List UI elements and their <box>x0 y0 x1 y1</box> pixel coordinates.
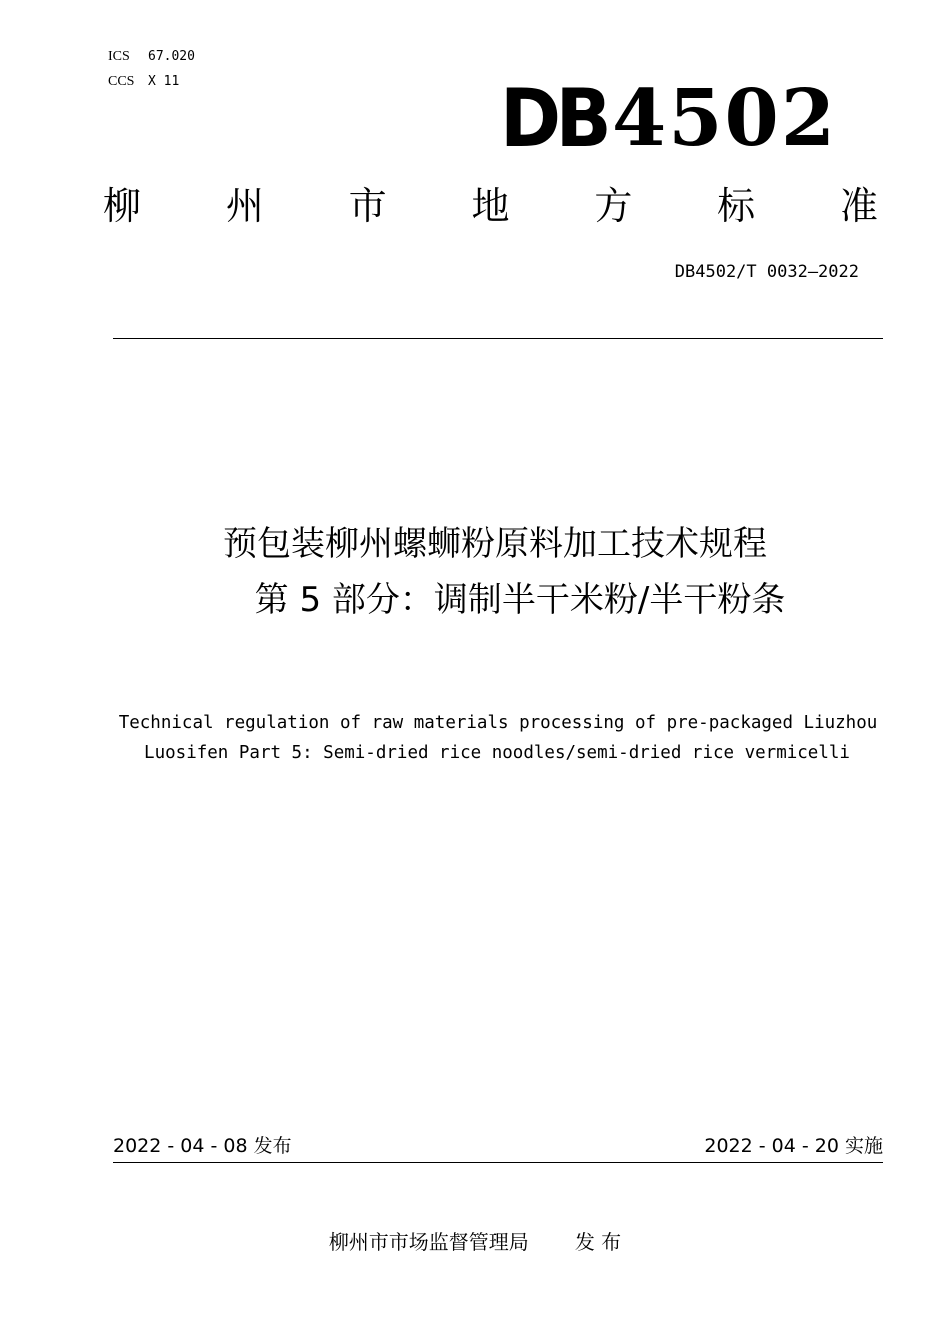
title-en-line1: Technical regulation of raw materials processing of pre-packaged Liuzhou <box>118 713 878 733</box>
standard-type-char: 地 <box>471 184 510 228</box>
ics-label: ICS <box>108 49 130 64</box>
title-cn-line2: 第 5 部分：调制半干米粉/半干粉条 <box>254 580 786 620</box>
ccs-row <box>108 69 195 94</box>
standard-type-char: 柳 <box>103 184 142 228</box>
db-logo-prefix: DB <box>500 72 607 165</box>
ics-row <box>108 44 195 69</box>
standard-type-char: 州 <box>225 184 264 228</box>
issuer-action: 发 布 <box>574 1230 622 1254</box>
top-divider <box>113 338 883 339</box>
issuer-name: 柳州市市场监督管理局 <box>328 1230 529 1254</box>
bottom-divider <box>113 1162 883 1163</box>
ccs-label: CCS <box>108 74 135 89</box>
issuer <box>0 1226 950 1258</box>
standard-number: DB4502/T 0032—2022 <box>674 262 859 282</box>
title-en-line2: Luosifen Part 5: Semi-dried rice noodles/semi-dried rice vermicelli <box>144 743 850 763</box>
classification-codes <box>108 44 195 94</box>
standard-type-char: 市 <box>348 184 387 228</box>
implementation-date: 2022 - 04 - 20 实施 <box>704 1135 883 1157</box>
title-cn-line1: 预包装柳州螺蛳粉原料加工技术规程 <box>223 524 767 564</box>
standard-type-char: 标 <box>717 184 756 228</box>
issue-date: 2022 - 04 - 08 发布 <box>113 1135 292 1157</box>
db-logo <box>500 72 838 165</box>
standard-type-char: 准 <box>839 184 878 228</box>
ics-value: 67.020 <box>148 49 195 64</box>
standard-type-heading <box>103 180 878 232</box>
db-logo-code: 4502 <box>612 73 838 164</box>
standard-type-char: 方 <box>594 184 633 228</box>
ccs-value: X 11 <box>148 74 180 89</box>
